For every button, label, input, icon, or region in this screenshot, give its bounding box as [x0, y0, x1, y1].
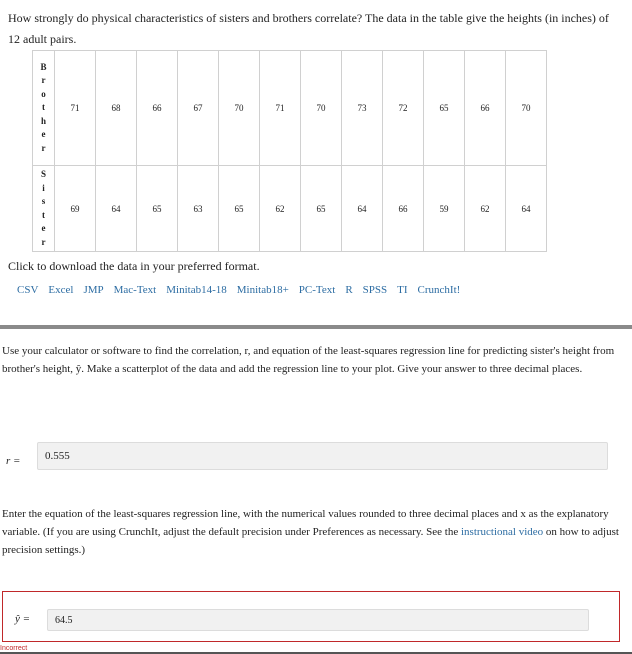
- download-link-mac-text[interactable]: Mac-Text: [113, 284, 157, 296]
- brother-header: B r o t h e r: [33, 51, 55, 166]
- download-link-spss[interactable]: SPSS: [362, 284, 388, 296]
- download-link-excel[interactable]: Excel: [48, 284, 74, 296]
- brother-height-cell: 66: [137, 51, 178, 166]
- brother-height-cell: 70: [301, 51, 342, 166]
- table-row-sister: [33, 166, 547, 252]
- section-separator: [0, 325, 632, 329]
- download-link-r[interactable]: R: [345, 284, 353, 296]
- sister-height-cell: 64: [342, 166, 383, 252]
- download-link-jmp[interactable]: JMP: [83, 284, 104, 296]
- regression-question: [2, 505, 626, 559]
- regression-question-text-end: on how to adjust precision settings.): [2, 526, 619, 556]
- intro-text: How strongly do physical characteristics of sisters and brothers correlate? The data in the table give the heights (in inches) of 12 adult pairs.: [8, 11, 609, 46]
- instructional-video-link[interactable]: instructional video: [460, 526, 544, 538]
- brother-height-cell: 70: [219, 51, 260, 166]
- sister-height-cell: 62: [465, 166, 506, 252]
- regression-equation-panel: [2, 591, 620, 642]
- incorrect-badge: Incorrect: [0, 645, 28, 652]
- sister-header: S i s t e r: [33, 166, 55, 252]
- brother-height-cell: 68: [96, 51, 137, 166]
- brother-height-cell: 71: [260, 51, 301, 166]
- brother-height-cell: 67: [178, 51, 219, 166]
- regression-question-text: Enter the equation of the least-squares regression line, with the numerical values rounded to three decimal places and x as the explanatory variable. (If you are using CrunchIt, adjust the default precision under Preferences as necessary. See the: [2, 508, 609, 538]
- download-link-crunchit[interactable]: CrunchIt!: [417, 284, 461, 296]
- brother-height-cell: 73: [342, 51, 383, 166]
- download-link-ti[interactable]: TI: [397, 284, 408, 296]
- r-label: r =: [6, 455, 21, 467]
- sister-height-cell: 65: [137, 166, 178, 252]
- r-answer-input[interactable]: 0.555: [37, 442, 608, 470]
- sister-height-cell: 62: [260, 166, 301, 252]
- brother-height-cell: 71: [55, 51, 96, 166]
- brother-height-cell: 72: [383, 51, 424, 166]
- height-data-table: [32, 50, 547, 252]
- sister-height-cell: 66: [383, 166, 424, 252]
- sister-height-cell: 65: [219, 166, 260, 252]
- table-row-brother: [33, 51, 547, 166]
- sister-height-cell: 63: [178, 166, 219, 252]
- sister-height-cell: 59: [424, 166, 465, 252]
- sister-height-cell: 69: [55, 166, 96, 252]
- brother-height-cell: 70: [506, 51, 547, 166]
- download-link-minitab18[interactable]: Minitab18+: [236, 284, 289, 296]
- brother-height-cell: 65: [424, 51, 465, 166]
- yhat-answer-input[interactable]: 64.5: [47, 609, 589, 631]
- download-prompt: Click to download the data in your preferred format.: [8, 259, 260, 273]
- download-link-minitab14-18[interactable]: Minitab14-18: [166, 284, 227, 296]
- sister-height-cell: 64: [96, 166, 137, 252]
- sister-height-cell: 64: [506, 166, 547, 252]
- download-link-pc-text[interactable]: PC-Text: [298, 284, 336, 296]
- download-link-csv[interactable]: CSV: [17, 284, 39, 296]
- download-format-links: [17, 284, 470, 296]
- sister-height-cell: 65: [301, 166, 342, 252]
- yhat-label: ŷ =: [15, 613, 31, 625]
- brother-height-cell: 66: [465, 51, 506, 166]
- correlation-question: Use your calculator or software to find the correlation, r, and equation of the least-squares regression line for predicting sister's height from brother's height, ŷ. Make a scatterplot of the data and add the regression line to your plot. Give your answer to three decimal places.: [2, 345, 615, 375]
